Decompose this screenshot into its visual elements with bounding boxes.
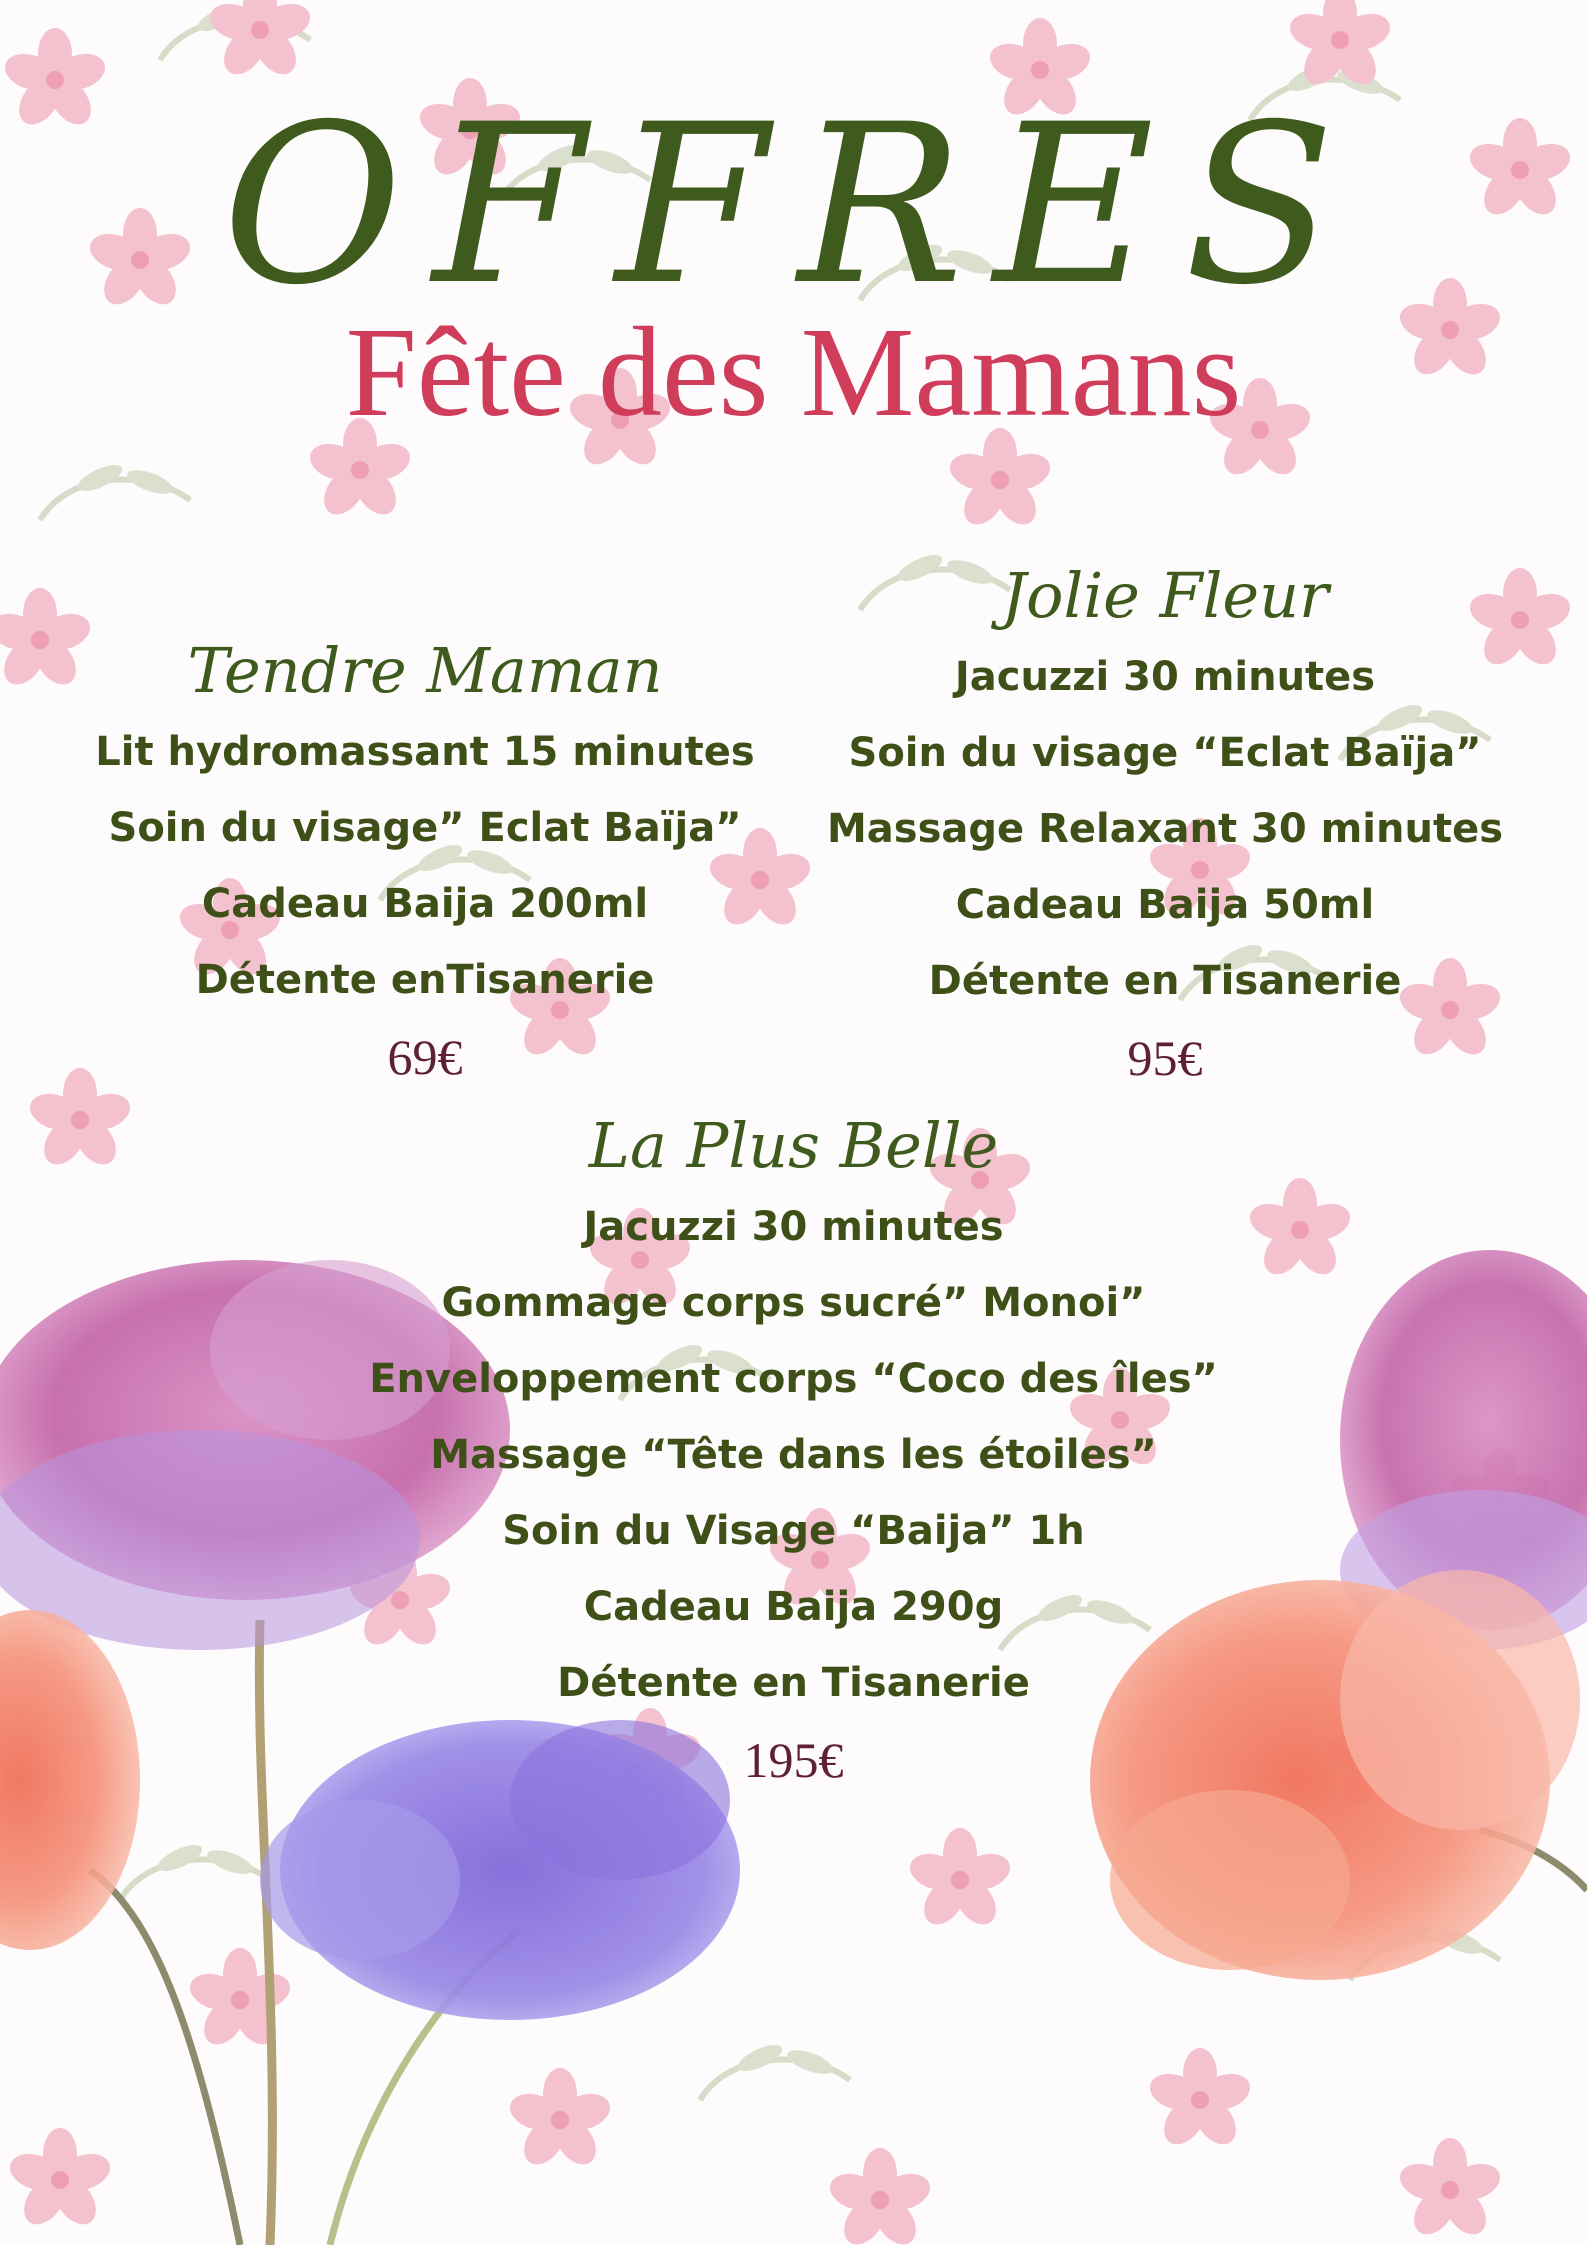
- list-item: Détente en Tisanerie: [557, 1660, 1030, 1706]
- offres-heading: OFFRES: [222, 77, 1365, 333]
- list-item: Massage Relaxant 30 minutes: [826, 806, 1504, 852]
- list-item: Soin du Visage “Baija” 1h: [502, 1508, 1085, 1554]
- offer-items: [60, 714, 790, 1018]
- offer-name: Tendre Maman: [187, 634, 663, 707]
- offer-card-tendre-maman: [60, 634, 790, 1085]
- offer-card-jolie-fleur: [800, 559, 1530, 1086]
- list-item: Massage “Tête dans les étoiles”: [430, 1432, 1157, 1478]
- offer-price: 95€: [1127, 1030, 1203, 1086]
- offer-items: [800, 639, 1530, 1019]
- offer-price: 195€: [743, 1732, 844, 1788]
- list-item: Soin du visage “Eclat Baïja”: [848, 730, 1482, 776]
- list-item: Enveloppement corps “Coco des îles”: [369, 1356, 1218, 1402]
- offer-items: [260, 1189, 1327, 1721]
- list-item: Jacuzzi 30 minutes: [583, 1204, 1004, 1250]
- list-item: Lit hydromassant 15 minutes: [95, 729, 755, 775]
- list-item: Détente enTisanerie: [195, 957, 655, 1003]
- offer-name: La Plus Belle: [588, 1109, 999, 1182]
- list-item: Détente en Tisanerie: [928, 958, 1402, 1004]
- offer-card-la-plus-belle: [260, 1109, 1327, 1788]
- page-title: Fête des Mamans: [345, 301, 1242, 443]
- offer-name: Jolie Fleur: [1001, 559, 1329, 632]
- offer-price: 69€: [387, 1029, 463, 1085]
- list-item: Cadeau Baija 290g: [583, 1584, 1004, 1630]
- list-item: Soin du visage” Eclat Baïja”: [108, 805, 742, 851]
- list-item: Cadeau Baija 50ml: [955, 882, 1375, 928]
- list-item: Gommage corps sucré” Monoi”: [441, 1280, 1146, 1326]
- list-item: Jacuzzi 30 minutes: [954, 654, 1376, 700]
- list-item: Cadeau Baija 200ml: [201, 881, 649, 927]
